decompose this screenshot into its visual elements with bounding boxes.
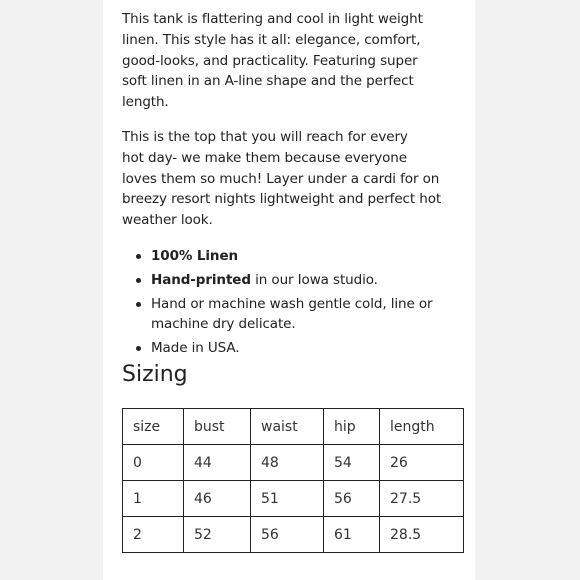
- table-cell: 61: [324, 517, 380, 553]
- table-header-row: [123, 409, 464, 445]
- feature-text: Made in USA.: [151, 340, 240, 357]
- feature-item: [151, 270, 467, 291]
- table-cell: 28.5: [380, 517, 464, 553]
- table-cell: 44: [184, 445, 251, 481]
- table-row: [123, 517, 464, 553]
- feature-bold: 100% Linen: [151, 247, 239, 264]
- feature-text: in our Iowa studio.: [250, 271, 378, 288]
- table-cell: 56: [324, 481, 380, 517]
- table-row: [123, 481, 464, 517]
- table-cell: 26: [380, 445, 464, 481]
- product-description: [122, 9, 467, 388]
- table-row: [123, 445, 464, 481]
- table-cell: 0: [123, 445, 184, 481]
- table-cell: 46: [184, 481, 251, 517]
- description-paragraph-1: This tank is flattering and cool in light weight linen. This style has it all: elegance, comfort, good-looks, and practicality. Featuring super soft linen in an A-line shape and the perfect length.: [122, 11, 423, 111]
- table-cell: 56: [251, 517, 324, 553]
- table-cell: 2: [123, 517, 184, 553]
- sizing-heading: Sizing: [122, 361, 188, 387]
- header-cell-hip: hip: [324, 409, 380, 445]
- feature-item: [151, 338, 467, 359]
- feature-item: [151, 246, 467, 267]
- table-cell: 48: [251, 445, 324, 481]
- table-cell: 27.5: [380, 481, 464, 517]
- table-cell: 52: [184, 517, 251, 553]
- feature-text: Hand or machine wash gentle cold, line or machine dry delicate.: [151, 295, 433, 333]
- header-cell-size: size: [123, 409, 184, 445]
- description-paragraph-2: This is the top that you will reach for every hot day- we make them because everyone loves them so much! Layer under a cardi for on breezy resort nights lightweight and perfect hot weather look.: [122, 128, 442, 229]
- table-cell: 51: [251, 481, 324, 517]
- header-cell-length: length: [380, 409, 464, 445]
- table-cell: 1: [123, 481, 184, 517]
- feature-bold: Hand-printed: [151, 271, 251, 288]
- header-cell-bust: bust: [184, 409, 251, 445]
- feature-list: [122, 246, 467, 359]
- sizing-table: [122, 408, 464, 553]
- table-cell: 54: [324, 445, 380, 481]
- feature-item: [151, 294, 467, 336]
- header-cell-waist: waist: [251, 409, 324, 445]
